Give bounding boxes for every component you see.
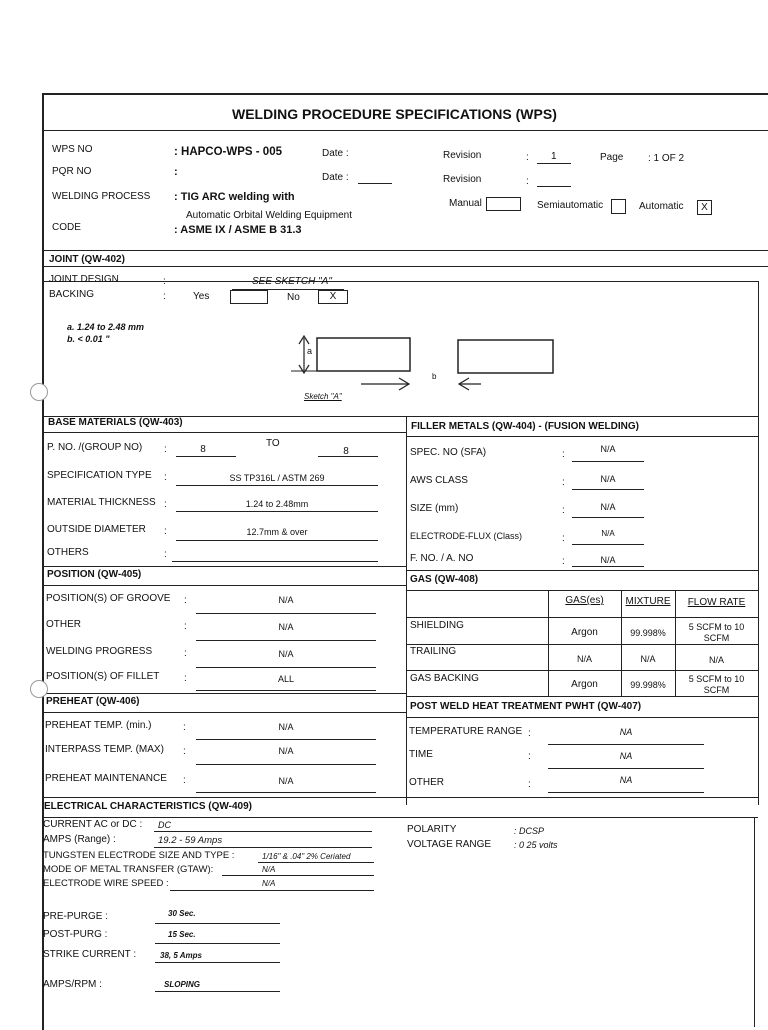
outside-diameter-colon: : [164,526,167,537]
divider [42,693,406,694]
thickness-underline [176,511,378,512]
gas-backing-mixture: 99.998% [630,680,666,690]
temperature-range-label: TEMPERATURE RANGE [409,726,523,737]
shielding-gas: Argon [571,627,598,638]
strike-current-value: 38, 5 Amps [160,951,202,960]
pno-to-value: 8 [343,446,349,457]
sketch-caption: Sketch "A" [304,392,342,401]
spec-no-label: SPEC. NO (SFA) [410,447,487,458]
preheat-section-title: PREHEAT (QW-406) [46,696,140,707]
pqr-no-label: PQR NO [52,166,92,177]
fillet-label: POSITION(S) OF FILLET [46,671,160,682]
position-section-title: POSITION (QW-405) [47,569,142,580]
aws-class-colon: : [562,477,565,488]
wps-no-label: WPS NO [52,144,93,155]
preheat-temp-label: PREHEAT TEMP. (min.) [45,720,152,731]
divider [406,644,758,645]
size-value: N/A [600,502,616,512]
divider [42,432,406,433]
pno-colon: : [164,444,167,455]
revision-underline [537,163,571,164]
trailing-gas: N/A [576,654,592,664]
divider [406,570,758,571]
trailing-label: TRAILING [410,646,457,657]
welding-progress-value: N/A [278,649,294,659]
pwht-section-title: POST WELD HEAT TREATMENT PWHT (QW-407) [410,701,642,712]
pno-to-underline [318,456,378,457]
divider [758,281,759,416]
binder-hole [30,383,48,401]
others-label: OTHERS [47,547,89,558]
thickness-value: 1.24 to 2.48mm [245,499,309,509]
divider [406,416,407,805]
gas-backing-flow-rate: 5 SCFM to 10 [688,674,745,684]
revision-label: Revision [443,150,482,161]
preheat-maintenance-colon: : [183,775,186,786]
position-other-value: N/A [278,622,294,632]
wire-speed-label: ELECTRODE WIRE SPEED : [43,878,169,889]
divider [42,281,758,282]
wire-speed-underline [170,890,374,891]
temperature-range-underline [548,744,704,745]
backing-colon: : [163,291,166,302]
joint-note-b: b. < 0.01 " [67,334,110,344]
divider [42,266,768,267]
position-other-underline [196,640,376,641]
preheat-maintenance-underline [196,792,376,793]
voltage-range-value: : 0 25 volts [514,840,558,850]
electrode-flux-label: ELECTRODE-FLUX (Class) [410,531,523,541]
sketch-b-label: b [432,372,437,381]
revision-colon-2: : [526,176,529,187]
pwht-time-label: TIME [409,749,433,760]
preheat-temp-value: N/A [278,722,294,732]
spec-type-value: SS TP316L / ASTM 269 [229,473,325,483]
temperature-range-value: NA [619,727,633,737]
welding-progress-label: WELDING PROGRESS [46,646,153,657]
shielding-flow-rate-unit: SCFM [703,633,730,643]
trailing-flow-rate: N/A [708,655,724,665]
spec-no-underline [572,461,644,462]
current-value: DC [158,820,171,830]
metal-transfer-underline [222,875,374,876]
outside-diameter-label: OUTSIDE DIAMETER [47,524,146,535]
voltage-range-label: VOLTAGE RANGE [407,839,492,850]
post-purg-label: POST-PURG : [43,929,108,940]
groove-label: POSITION(S) OF GROOVE [46,593,171,604]
pno-label: P. NO. /(GROUP NO) [47,442,143,453]
fillet-colon: : [184,673,187,684]
pwht-time-underline [548,768,704,769]
divider [406,436,758,437]
divider [406,590,758,591]
code-value: : ASME IX / ASME B 31.3 [174,224,302,236]
amps-rpm-underline [155,991,280,992]
tungsten-value: 1/16" & .04" 2% Ceriated [262,852,351,861]
position-other-label: OTHER [46,619,81,630]
outside-diameter-value: 12.7mm & over [246,527,308,537]
pqr-no-value: : [174,166,178,178]
amps-range-value: 19.2 - 59 Amps [158,835,223,846]
fno-colon: : [562,556,565,567]
trailing-mixture: N/A [640,654,656,664]
automatic-label: Automatic [639,201,684,212]
amps-range-underline [154,847,372,848]
spec-no-value: N/A [600,444,616,454]
pwht-other-underline [548,792,704,793]
preheat-temp-underline [196,739,376,740]
automatic-checkbox[interactable]: X [697,200,712,215]
backing-yes-checkbox[interactable] [230,290,268,304]
joint-design-colon: : [163,276,166,287]
divider [42,566,406,567]
date-label: Date : [322,148,349,159]
gas-backing-flow-rate-unit: SCFM [703,685,730,695]
divider [42,712,406,713]
welding-progress-colon: : [184,648,187,659]
tungsten-label: TUNGSTEN ELECTRODE SIZE AND TYPE : [43,850,235,861]
joint-section-title: JOINT (QW-402) [49,254,125,265]
size-label: SIZE (mm) [410,503,459,514]
gas-col-flow-rate: FLOW RATE [687,597,746,608]
spec-no-colon: : [562,449,565,460]
joint-design-value: SEE SKETCH "A" [252,276,332,287]
groove-underline [196,613,376,614]
aws-class-label: AWS CLASS [410,475,468,486]
semiautomatic-checkbox[interactable] [611,199,626,214]
fillet-underline [196,690,376,691]
current-underline [154,831,372,832]
spec-type-colon: : [164,472,167,483]
fillet-value: ALL [277,674,294,684]
electrical-section-title: ELECTRICAL CHARACTERISTICS (QW-409) [44,801,252,812]
pno-value: 8 [200,444,206,455]
backing-no-label: No [287,292,300,303]
strike-current-underline [155,962,280,963]
polarity-label: POLARITY [407,824,457,835]
code-label: CODE [52,222,81,233]
others-underline [172,561,378,562]
revision-value: 1 [551,151,557,162]
divider [406,717,758,718]
binder-hole [30,680,48,698]
aws-class-value: N/A [600,474,616,484]
gas-backing-label: GAS BACKING [410,673,479,684]
sketch-a-label: a [307,346,313,356]
pwht-other-colon: : [528,779,531,790]
date-label-2: Date : [322,172,349,183]
preheat-maintenance-value: N/A [278,776,294,786]
electrode-flux-value: N/A [601,529,615,538]
backing-label: BACKING [49,289,95,300]
electrode-flux-colon: : [562,533,565,544]
electrode-flux-underline [572,544,644,545]
spec-type-underline [176,485,378,486]
temperature-range-colon: : [528,728,531,739]
date-underline [358,183,392,184]
page-value: : 1 OF 2 [648,153,685,164]
groove-colon: : [184,595,187,606]
amps-rpm-value: SLOPING [164,980,201,989]
page-label: Page [600,152,624,163]
post-purg-underline [155,943,280,944]
wire-speed-value: N/A [262,879,276,888]
revision-colon: : [526,152,529,163]
amps-rpm-label: AMPS/RPM : [43,979,102,990]
sketch-plate-right [458,340,553,373]
pre-purge-value: 30 Sec. [168,909,196,918]
base-materials-section-title: BASE MATERIALS (QW-403) [48,417,183,428]
joint-note-a: a. 1.24 to 2.48 mm [67,322,145,332]
metal-transfer-value: N/A [262,865,276,874]
backing-no-checkbox[interactable]: X [318,290,348,304]
groove-value: N/A [278,595,294,605]
shielding-mixture: 99.998% [630,628,666,638]
pno-to-label: TO [266,438,280,449]
shielding-label: SHIELDING [410,620,464,631]
strike-current-label: STRIKE CURRENT : [43,949,137,960]
divider [754,817,755,1027]
manual-checkbox[interactable] [486,197,521,211]
interpass-colon: : [183,746,186,757]
interpass-value: N/A [278,746,294,756]
aws-class-underline [572,489,644,490]
joint-design-label: JOINT DESIGN [49,274,119,285]
pwht-time-value: NA [619,751,633,761]
divider [42,817,758,818]
gas-backing-gas: Argon [571,679,598,690]
fno-label: F. NO. / A. NO [410,553,474,564]
pwht-other-label: OTHER [409,777,444,788]
manual-label: Manual [449,198,482,209]
metal-transfer-label: MODE OF METAL TRANSFER (GTAW): [43,864,214,875]
fno-underline [572,566,644,567]
wps-no-value: : HAPCO-WPS - 005 [174,146,282,158]
thickness-label: MATERIAL THICKNESS [47,497,156,508]
others-colon: : [164,549,167,560]
welding-progress-underline [196,667,376,668]
pwht-time-colon: : [528,751,531,762]
tungsten-underline [258,862,374,863]
semiautomatic-label: Semiautomatic [537,200,604,211]
position-other-colon: : [184,621,187,632]
pre-purge-label: PRE-PURGE : [43,911,109,922]
welding-process-label: WELDING PROCESS [52,191,151,202]
post-purg-value: 15 Sec. [168,930,196,939]
shielding-flow-rate: 5 SCFM to 10 [688,622,745,632]
divider [406,670,758,671]
preheat-temp-colon: : [183,722,186,733]
divider [406,617,758,618]
gas-col-gases: GAS(es) [565,595,604,606]
preheat-maintenance-label: PREHEAT MAINTENANCE [45,773,167,784]
welding-process-value: : TIG ARC welding with [174,191,295,203]
size-underline [572,517,644,518]
pre-purge-underline [155,923,280,924]
thickness-colon: : [164,499,167,510]
interpass-label: INTERPASS TEMP. (MAX) [45,744,164,755]
divider [42,797,758,798]
fno-value: N/A [600,555,616,565]
divider [42,250,768,251]
divider [42,585,406,586]
spec-type-label: SPECIFICATION TYPE [47,470,152,481]
document-title: WELDING PROCEDURE SPECIFICATIONS (WPS) [232,106,557,122]
revision-label-2: Revision [443,174,482,185]
sketch-plate-left [317,338,410,371]
polarity-value: : DCSP [514,826,545,836]
divider [406,696,758,697]
revision-underline-2 [537,186,571,187]
filler-metals-section-title: FILLER METALS (QW-404) - (FUSION WELDING) [411,421,639,432]
outside-diameter-underline [176,540,378,541]
document-frame [42,93,768,1030]
welding-process-value-2: Automatic Orbital Welding Equipment [186,210,353,221]
size-colon: : [562,505,565,516]
pno-underline [176,456,236,457]
divider [42,130,768,131]
interpass-underline [196,764,376,765]
divider [758,416,759,805]
amps-range-label: AMPS (Range) : [43,834,116,845]
current-label: CURRENT AC or DC : [43,819,143,830]
backing-yes-label: Yes [193,291,210,302]
gas-col-mixture: MIXTURE [625,596,671,607]
pwht-other-value: NA [619,775,633,785]
gas-section-title: GAS (QW-408) [410,574,479,585]
